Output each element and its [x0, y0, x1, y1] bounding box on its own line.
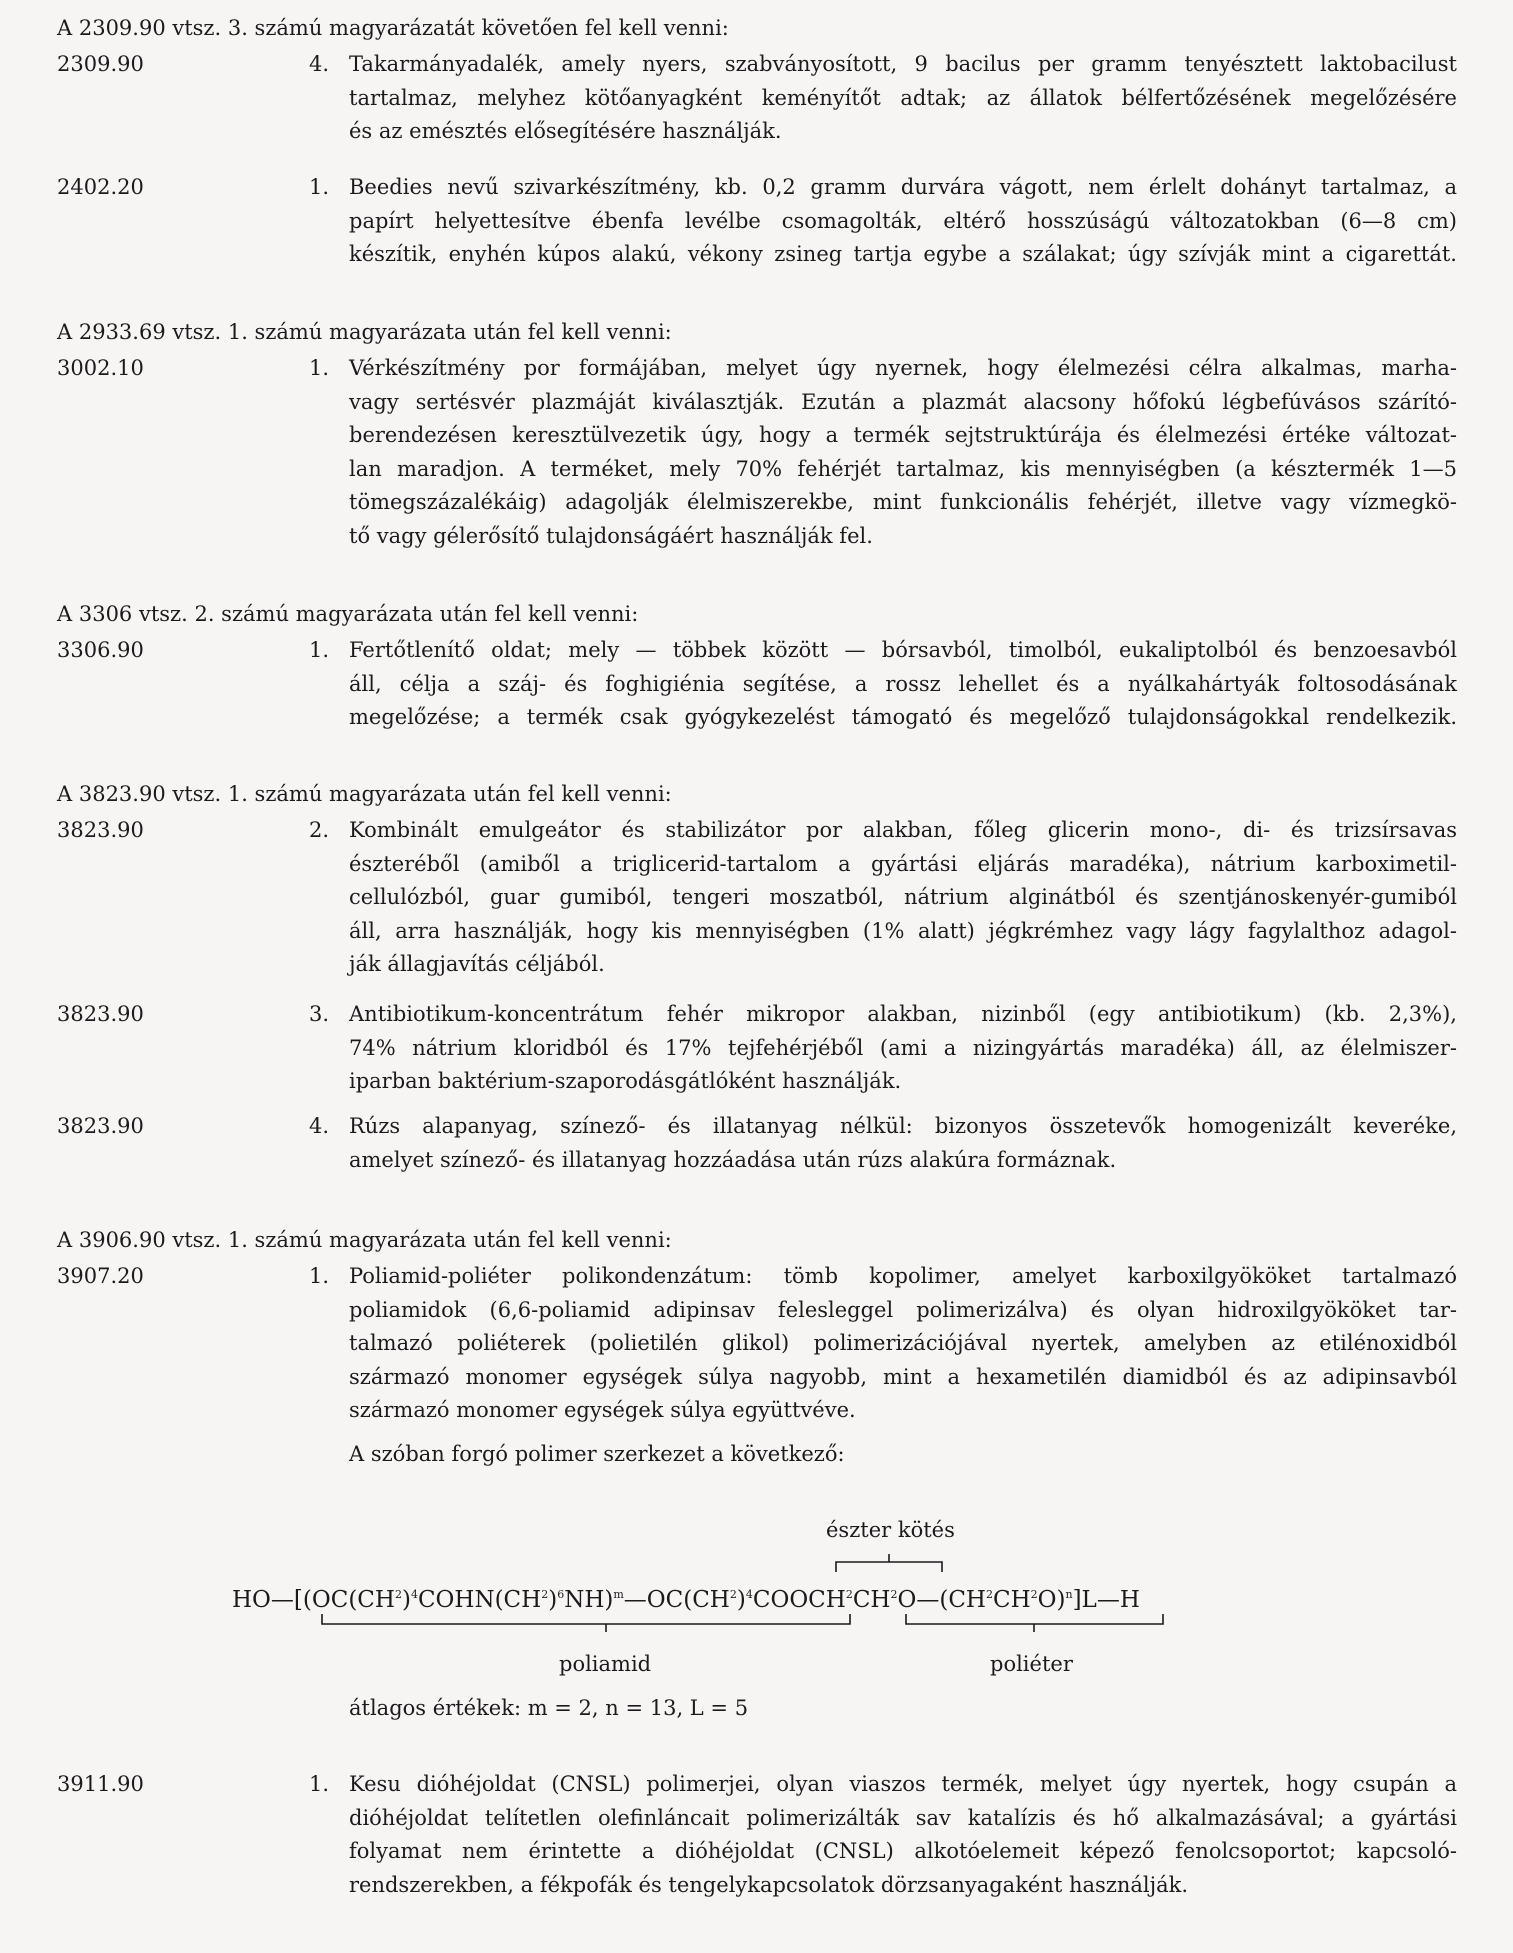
tariff-code: 3823.90 [57, 1002, 144, 1026]
text-line: és az emésztés elősegítésére használják. [349, 119, 782, 143]
text-line: cellulózból, guar gumiból, tengeri moszatból, nátrium alginátból és szentjánoskenyér-gumiból [349, 885, 1457, 909]
text-line: áll, célja a száj- és foghigiénia segítése, a rossz lehellet és a nyálkahártyák foltosodásának [349, 671, 1457, 696]
entry-number: 1. [309, 175, 330, 199]
section-heading: A 2309.90 vtsz. 3. számú magyarázatát követően fel kell venni: [57, 16, 729, 40]
text-line: 74% nátrium kloridból és 17% tejfehérjéből (ami a nizingyártás maradéka) áll, az élelmiszer- [349, 1035, 1457, 1060]
text-line: ják állagjavítás céljából. [349, 952, 605, 976]
section-heading: A 3906.90 vtsz. 1. számú magyarázata után fel kell venni: [57, 1228, 672, 1252]
text-line: Vérkészítmény por formájában, melyet úgy nyernek, hogy élelmezési célra alkalmas, marha- [349, 356, 1457, 380]
tariff-code: 2402.20 [57, 175, 144, 199]
text-line: Beedies nevű szivarkészítmény, kb. 0,2 gramm durvára vágott, nem érlelt dohányt tartalmaz, a [349, 175, 1457, 199]
polyether-bracket [906, 1614, 1163, 1624]
text-line: berendezésen keresztülvezetik úgy, hogy a termék sejtstruktúrája és élelmezési értéke változat- [349, 423, 1457, 447]
entry-number: 2. [309, 818, 330, 842]
text-line: tömegszázalékáig) adagolják élelmiszerekbe, mint funkcionális fehérjét, illetve vagy vízmegkö- [349, 490, 1457, 514]
entry-number: 4. [309, 52, 330, 76]
tariff-code: 3306.90 [57, 638, 144, 662]
tariff-code: 3823.90 [57, 1114, 144, 1138]
section-heading: A 3823.90 vtsz. 1. számú magyarázata után fel kell venni: [57, 782, 672, 806]
text-line: tő vagy gélerősítő tulajdonságáért használják fel. [349, 523, 873, 548]
structure-intro: A szóban forgó polimer szerkezet a következő: [349, 1442, 845, 1466]
text-line: Antibiotikum-koncentrátum fehér mikropor alakban, nizinből (egy antibiotikum) (kb. 2,3%), [349, 1002, 1457, 1026]
text-line: származó monomer egységek súlya együttvéve. [349, 1398, 856, 1422]
average-values: átlagos értékek: m = 2, n = 13, L = 5 [349, 1696, 749, 1720]
text-line: folyamat nem érintette a dióhéjoldat (CNSL) alkotóelemeit képező fenolcsoportot; kapcsoló- [349, 1839, 1457, 1863]
text-line: amelyet színező- és illatanyag hozzáadása után rúzs alakúra formáznak. [349, 1147, 1117, 1172]
text-line: megelőzése; a termék csak gyógykezelést támogató és megelőző tulajdonságokkal rendelkezik. [349, 705, 1457, 729]
text-line: áll, arra használják, hogy kis mennyiségben (1% alatt) jégkrémhez vagy lágy fagylalthoz adagol- [349, 918, 1457, 943]
text-line: talmazó poliéterek (polietilén glikol) polimerizációjával nyertek, amelyben az etilénoxidból [349, 1331, 1457, 1355]
entry-number: 3. [309, 1002, 330, 1026]
section-heading: A 3306 vtsz. 2. számú magyarázata után fel kell venni: [57, 602, 639, 626]
text-line: Kesu dióhéjoldat (CNSL) polimerjei, olyan viaszos termék, melyet úgy nyertek, hogy csupán a [349, 1772, 1457, 1796]
entry-number: 1. [309, 638, 330, 662]
text-line: származó monomer egységek súlya nagyobb, mint a hexametilén diamidból és az adipinsavból [349, 1364, 1457, 1389]
entry-number: 4. [309, 1114, 330, 1138]
tariff-code: 2309.90 [57, 52, 144, 76]
text-line: tartalmaz, melyhez kötőanyagként keményítőt adtak; az állatok bélfertőzésének megelőzésére [349, 85, 1457, 110]
text-line: Kombinált emulgeátor és stabilizátor por alakban, főleg glicerin mono-, di- és trizsírsavas [349, 818, 1457, 842]
ester-bond-label: észter kötés [826, 1518, 955, 1542]
text-line: dióhéjoldat telítetlen olefinláncait polimerizálták sav katalízis és hő alkalmazásával; a gyártási [349, 1805, 1457, 1830]
text-line: észteréből (amiből a triglicerid-tartalom a gyártási eljárás maradéka), nátrium karboximetil- [349, 851, 1457, 876]
tariff-code: 3911.90 [57, 1772, 144, 1796]
ester-bracket [836, 1562, 942, 1572]
text-line: papírt helyettesítve ébenfa levélbe csomagolták, eltérő hosszúságú változatokban (6—8 cm) [349, 208, 1457, 233]
entry-number: 1. [309, 1772, 330, 1796]
entry-number: 1. [309, 1264, 330, 1288]
text-line: iparban baktérium-szaporodásgátlóként használják. [349, 1069, 902, 1093]
section-heading: A 2933.69 vtsz. 1. számú magyarázata után fel kell venni: [57, 320, 672, 344]
text-line: Takarmányadalék, amely nyers, szabványosított, 9 bacilus per gramm tenyésztett laktobacilust [349, 52, 1457, 76]
text-line: Rúzs alapanyag, színező- és illatanyag nélkül: bizonyos összetevők homogenizált keveréke, [349, 1114, 1457, 1138]
polyamide-bracket [322, 1614, 850, 1624]
text-line: Fertőtlenítő oldat; mely — többek között — bórsavból, timolból, eukaliptolból és benzoesavból [349, 638, 1457, 662]
structural-formula: $HO—[(OC(CH^2)^4COHN(CH^2)^6NH)^m—OC(CH^2)^4COOCH^2CH^2O—(CH^2CH^2O)^n]L—H$ [232, 1587, 1140, 1613]
text-line: Poliamid-poliéter polikondenzátum: tömb kopolimer, amelyet karboxilgyököket tartalmazó [349, 1264, 1457, 1288]
polyether-label: poliéter [990, 1652, 1073, 1676]
text-line: rendszerekben, a fékpofák és tengelykapcsolatok dörzsanyagaként használják. [349, 1872, 1189, 1897]
polyamide-label: poliamid [559, 1652, 652, 1676]
tariff-code: 3823.90 [57, 818, 144, 842]
tariff-code: 3907.20 [57, 1264, 144, 1288]
tariff-code: 3002.10 [57, 356, 144, 380]
entry-number: 1. [309, 356, 330, 380]
text-line: vagy sertésvér plazmáját kiválasztják. Ezután a plazmát alacsony hőfokú légbefúvásos szárító- [349, 389, 1457, 414]
text-line: készítik, enyhén kúpos alakú, vékony zsineg tartja egybe a szálakat; úgy szívják mint a cigarettát. [349, 242, 1457, 266]
text-line: lan maradjon. A terméket, mely 70% fehérjét tartalmaz, kis mennyiségben (a késztermék 1—5 [349, 456, 1457, 481]
text-line: poliamidok (6,6-poliamid adipinsav felesleggel polimerizálva) és olyan hidroxilgyököket tar- [349, 1297, 1457, 1322]
entry-text [349, 1768, 1457, 1902]
